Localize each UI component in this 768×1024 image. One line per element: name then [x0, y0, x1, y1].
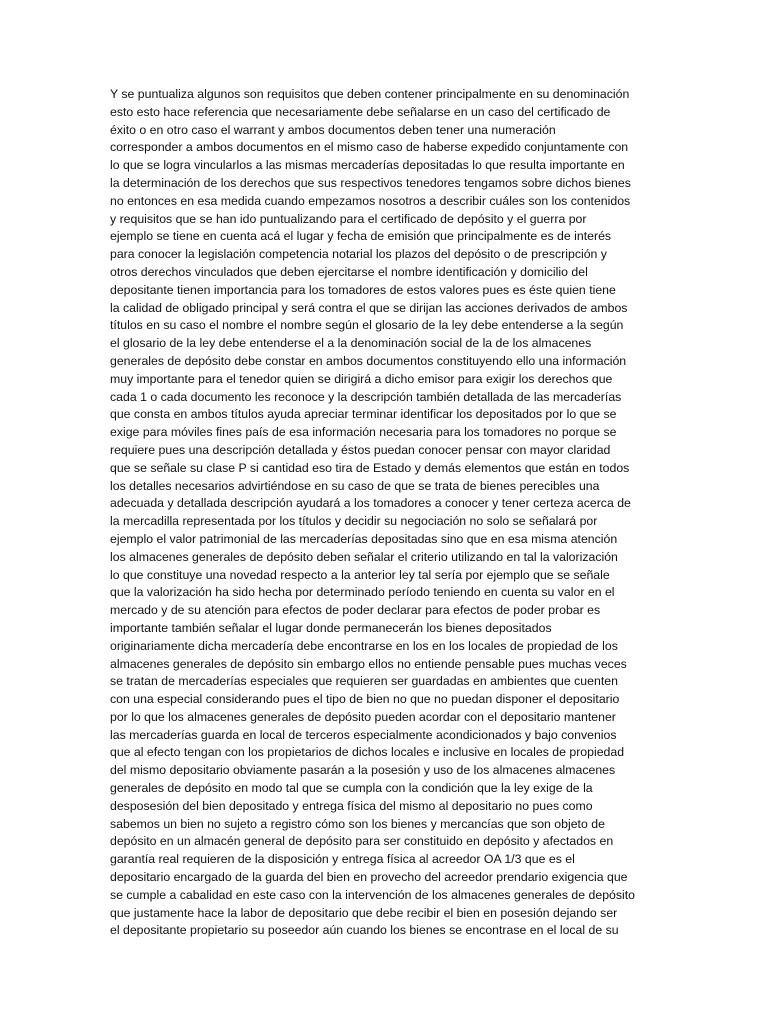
text-line: generales de depósito en modo tal que se cumpla con la condición que la ley exige de la [110, 781, 593, 796]
text-line: no entonces en esa medida cuando empezamos nosotros a describir cuáles son los contenidos [110, 193, 631, 208]
text-line: que justamente hace la labor de depositario que debe recibir el bien en posesión dejando ser [110, 905, 618, 920]
text-line: que consta en ambos títulos ayuda apreciar terminar identificar los depositados por lo que se [110, 407, 617, 422]
text-line: para conocer la legislación competencia notarial los plazos del depósito o de prescripción y [110, 247, 607, 262]
text-line: lo que constituye una novedad respecto a la anterior ley tal sería por ejemplo que se señale [110, 567, 610, 582]
text-line: importante también señalar el lugar donde permanecerán los bienes depositados [110, 620, 552, 635]
text-line: que la valorización ha sido hecha por determinado período teniendo en cuenta su valor en el [110, 585, 615, 600]
text-line: muy importante para el tenedor quien se dirigirá a dicho emisor para exigir los derechos que [110, 371, 613, 386]
text-line: otros derechos vinculados que deben ejercitarse el nombre identificación y domicilio del [110, 264, 588, 279]
text-line: títulos en su caso el nombre el nombre según el glosario de la ley debe entenderse a la según [110, 318, 624, 333]
text-line: el glosario de la ley debe entenderse el a la denominación social de la de los almacenes [110, 336, 592, 351]
text-line: requiere pues una descripción detallada y éstos puedan conocer pensar con mayor claridad [110, 442, 611, 457]
text-line: corresponder a ambos documentos en el mismo caso de haberse expedido conjuntamente con [110, 140, 629, 155]
text-line: sabemos un bien no sujeto a registro cómo son los bienes y mercancías que son objeto de [110, 816, 605, 831]
text-line: las mercaderías guarda en local de terceros especialmente acondicionados y bajo convenios [110, 727, 617, 742]
text-line: que al efecto tengan con los propietarios de dichos locales e inclusive en locales de propiedad [110, 745, 625, 760]
text-line: ejemplo se tiene en cuenta acá el lugar y fecha de emisión que principalmente es de interés [110, 229, 612, 244]
text-line: lo que se logra vincularlos a las mismas mercaderías depositadas lo que resulta importante en [110, 158, 625, 173]
text-line: Y se puntualiza algunos son requisitos que deben contener principalmente en su denominación [110, 87, 630, 101]
text-line: que se señale su clase P si cantidad eso tira de Estado y demás elementos que están en todos [110, 460, 630, 475]
text-line: los almacenes generales de depósito deben señalar el criterio utilizando en tal la valorización [110, 549, 618, 564]
text-line: ejemplo el valor patrimonial de las mercaderías depositadas sino que en esa misma atención [110, 531, 618, 546]
text-line: éxito o en otro caso el warrant y ambos documentos deben tener una numeración [110, 122, 556, 137]
text-line: del mismo depositario obviamente pasarán a la posesión y uso de los almacenes almacenes [110, 763, 616, 778]
text-line: garantía real requieren de la disposición y entrega física al acreedor OA 1/3 que es el [110, 852, 575, 867]
text-line: originariamente dicha mercadería debe encontrarse en los en los locales de propiedad de los [110, 638, 618, 653]
text-line: la determinación de los derechos que sus respectivos tenedores tengamos sobre dichos bienes [110, 175, 631, 190]
text-line: los detalles necesarios advirtiéndose en su caso de que se trata de bienes perecibles una [110, 478, 600, 493]
text-line: se tratan de mercaderías especiales que requieren ser guardadas en ambientes que cuenten [110, 674, 618, 689]
text-line: por lo que los almacenes generales de depósito pueden acordar con el depositario mantener [110, 709, 616, 724]
text-line: y requisitos que se han ido puntualizando para el certificado de depósito y el guerra por [110, 211, 587, 226]
text-line: esto esto hace referencia que necesariamente debe señalarse en un caso del certificado de [110, 104, 611, 119]
text-line: con una especial considerando pues el tipo de bien no que no puedan disponer el depositario [110, 692, 620, 707]
text-line: se cumple a cabalidad en este caso con la intervención de los almacenes generales de depósito [110, 887, 636, 902]
text-line: almacenes generales de depósito sin embargo ellos no entiende pensable pues muchas veces [110, 656, 627, 671]
text-line: generales de depósito debe constar en ambos documentos constituyendo ello una información [110, 353, 627, 368]
text-line: la calidad de obligado principal y será contra el que se dirijan las acciones derivados de ambos [110, 300, 628, 315]
text-line: exige para móviles fines país de esa información necesaria para los tomadores no porque se [110, 425, 617, 440]
text-line: la mercadilla representada por los títulos y decidir su negociación no solo se señalará por [110, 514, 598, 529]
text-line: depositario encargado de la guarda del bien en provecho del acreedor prendario exigencia que [110, 870, 628, 885]
text-line: depositante tienen importancia para los tomadores de estos valores pues es éste quien tiene [110, 282, 616, 297]
text-line: mercado y de su atención para efectos de poder declarar para efectos de poder probar es [110, 603, 601, 618]
text-line: adecuada y detallada descripción ayudará a los tomadores a conocer y tener certeza acerca de [110, 496, 631, 511]
text-line: desposesión del bien depositado y entrega física del mismo al depositario no pues como [110, 798, 593, 813]
body-paragraph [110, 86, 670, 940]
text-line: el depositante propietario su poseedor aún cuando los bienes se encontrase en el local de su [110, 923, 619, 938]
text-line: cada 1 o cada documento les reconoce y la descripción también detallada de las mercaderías [110, 389, 622, 404]
text-line: depósito en un almacén general de depósito para ser constituido en depósito y afectados en [110, 834, 614, 849]
